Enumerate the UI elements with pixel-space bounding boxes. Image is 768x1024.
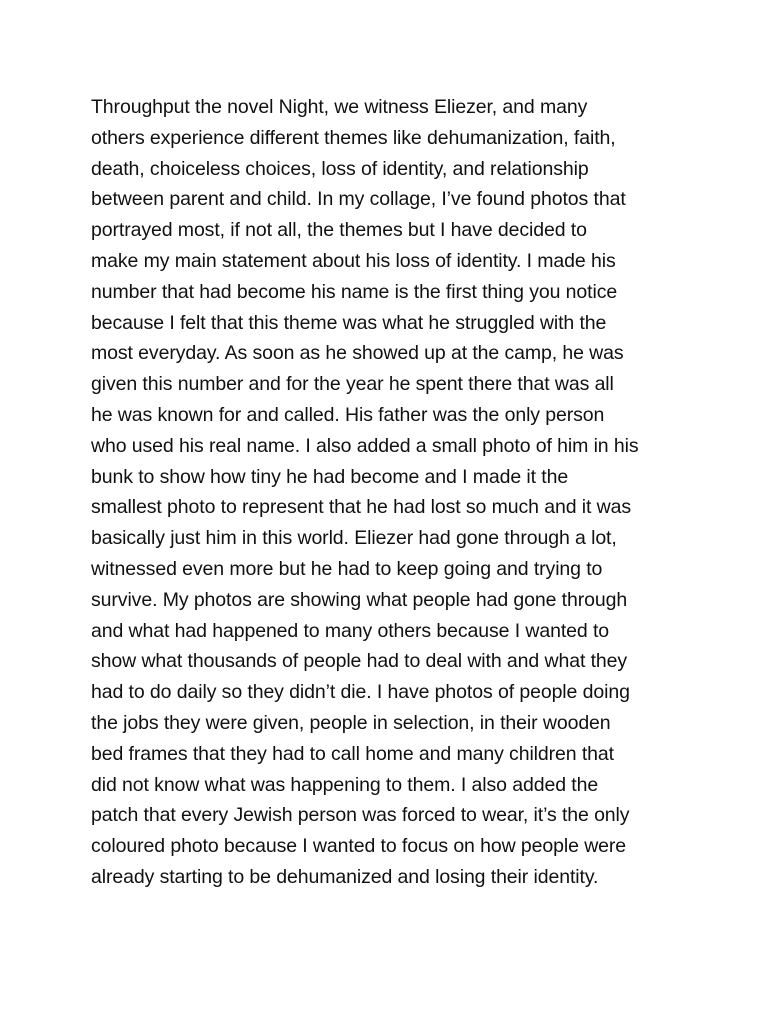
text-line: show what thousands of people had to deal with and what they	[91, 650, 628, 673]
text-line: make my main statement about his loss of identity. I made his	[91, 249, 616, 272]
text-line: who used his real name. I also added a small photo of him in his	[91, 434, 639, 457]
text-line: others experience different themes like dehumanization, faith,	[91, 126, 616, 149]
text-line: portrayed most, if not all, the themes but I have decided to	[91, 219, 587, 242]
text-line: patch that every Jewish person was forced to wear, it’s the only	[91, 804, 630, 827]
text-line: smallest photo to represent that he had lost so much and it was	[91, 496, 632, 519]
text-line: number that had become his name is the first thing you notice	[91, 280, 618, 303]
essay-paragraph	[91, 92, 691, 893]
text-line: bed frames that they had to call home and many children that	[91, 742, 614, 765]
text-line: and what had happened to many others because I wanted to	[91, 619, 610, 642]
text-line: given this number and for the year he spent there that was all	[91, 373, 614, 396]
text-line: death, choiceless choices, loss of identity, and relationship	[91, 157, 589, 180]
text-line: because I felt that this theme was what he struggled with the	[91, 311, 607, 334]
text-line: did not know what was happening to them. I also added the	[91, 773, 599, 796]
text-line: coloured photo because I wanted to focus on how people were	[91, 835, 627, 858]
text-line: bunk to show how tiny he had become and I made it the	[91, 465, 569, 488]
text-line: the jobs they were given, people in selection, in their wooden	[91, 711, 611, 734]
text-line: he was known for and called. His father was the only person	[91, 403, 605, 426]
text-line: had to do daily so they didn’t die. I have photos of people doing	[91, 681, 630, 704]
text-line: basically just him in this world. Eliezer had gone through a lot,	[91, 527, 617, 550]
text-line: Throughput the novel Night, we witness Eliezer, and many	[91, 96, 588, 118]
text-line: witnessed even more but he had to keep going and trying to	[91, 557, 603, 580]
text-line: between parent and child. In my collage, I’ve found photos that	[91, 188, 626, 211]
text-line: survive. My photos are showing what people had gone through	[91, 588, 628, 611]
text-line: already starting to be dehumanized and losing their identity.	[91, 865, 599, 888]
text-line: most everyday. As soon as he showed up at the camp, he was	[91, 342, 624, 365]
